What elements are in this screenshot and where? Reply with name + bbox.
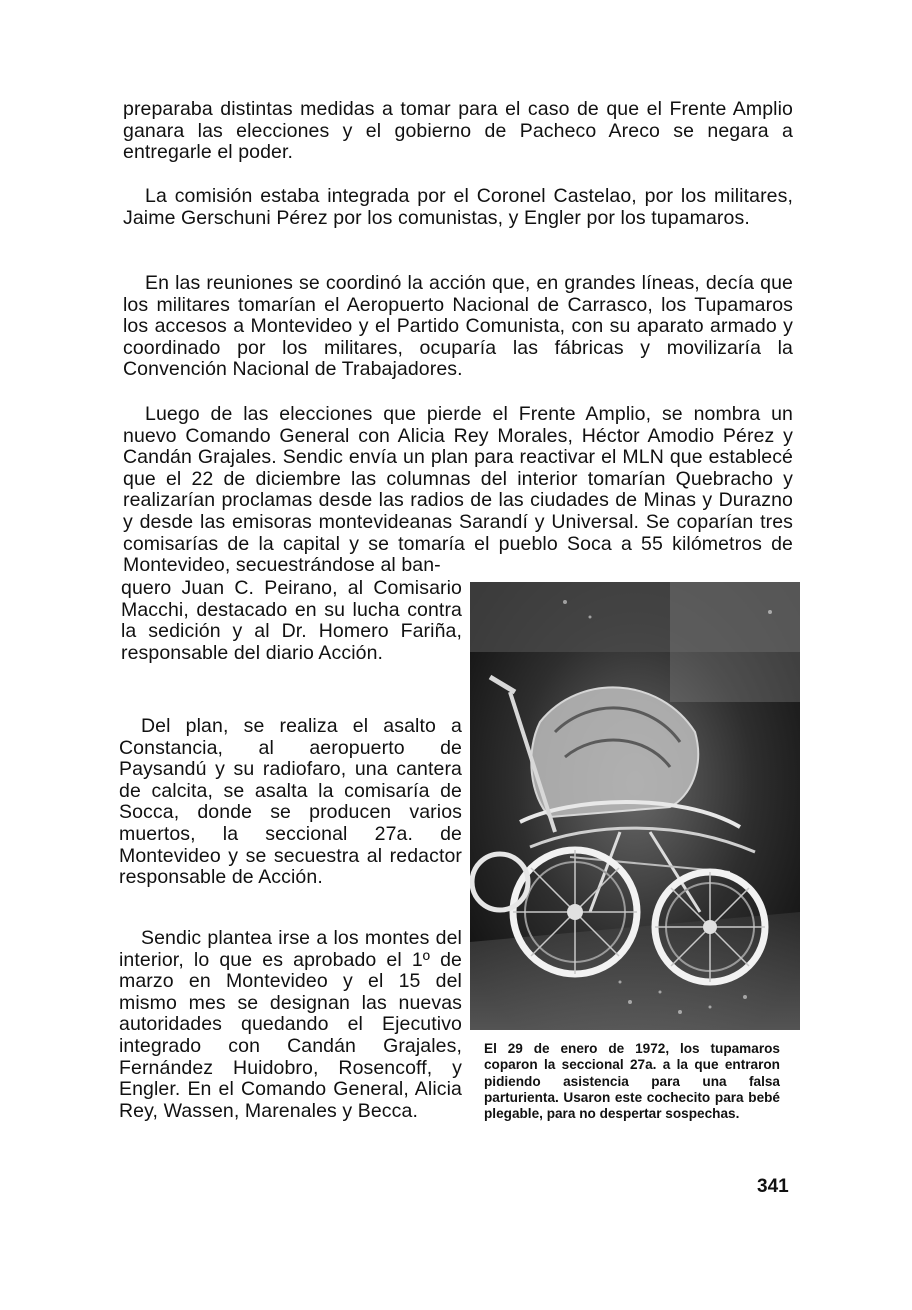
- paragraph-meetings: En las reuniones se coordinó la acción que, en grandes líneas, decía que los militares tomarían el Aeropuerto Nacional de Carrasco, los Tupamaros los accesos a Montevideo y el Partido Comunista, con su aparato armado y coordinado por los militares, ocuparía las fábricas y movilizaría la Convención Nacional de Trabajadores.: [123, 272, 793, 381]
- photo-caption: El 29 de enero de 1972, los tupamaros coparon la seccional 27a. a la que entraron pidiendo asistencia para una falsa parturienta. Usaron este cochecito para bebé plegable, para no despertar sospechas.: [484, 1041, 780, 1122]
- paragraph-commission: La comisión estaba integrada por el Coronel Castelao, por los militares, Jaime Gerschuni Pérez por los comunistas, y Engler por los tupamaros.: [123, 185, 793, 229]
- baby-carriage-photo: [470, 582, 800, 1030]
- paragraph-hostages: quero Juan C. Peirano, al Comisario Macchi, destacado en su lucha contra la sedición y al Dr. Homero Fariña, responsable del diario Acción.: [121, 577, 462, 664]
- paragraph-plan: Del plan, se realiza el asalto a Constancia, al aeropuerto de Paysandú y su radiofaro, una cantera de calcita, se asalta la comisaría de Socca, donde se producen varios muertos, la seccional 27a. de Montevideo y se secuestra al redactor responsable de Acción.: [119, 715, 462, 889]
- paragraph-continuation: preparaba distintas medidas a tomar para el caso de que el Frente Amplio ganara las elecciones y el gobierno de Pacheco Areco se negara a entregarle el poder.: [123, 98, 793, 164]
- page-number: 341: [757, 1176, 789, 1197]
- paragraph-after-elections: Luego de las elecciones que pierde el Frente Amplio, se nombra un nuevo Comando General con Alicia Rey Morales, Héctor Amodio Pérez y Candán Grajales. Sendic envía un plan para reactivar el MLN que establecé que el 22 de diciembre las columnas del interior tomarían Quebracho y realizarían proclamas desde las radios de las ciudades de Minas y Durazno y desde las emisoras montevideanas Sarandí y Universal. Se coparían tres comisarías de la capital y se tomaría el pueblo Soca a 55 kilómetros de Montevideo, secuestrándose al ban-: [123, 403, 793, 577]
- paragraph-sendic: Sendic plantea irse a los montes del interior, lo que es aprobado el 1º de marzo en Montevideo y el 15 del mismo mes se designan las nuevas autoridades quedando el Ejecutivo integrado con Candán Grajales, Fernández Huidobro, Rosencoff, y Engler. En el Comando General, Alicia Rey, Wassen, Marenales y Becca.: [119, 927, 462, 1122]
